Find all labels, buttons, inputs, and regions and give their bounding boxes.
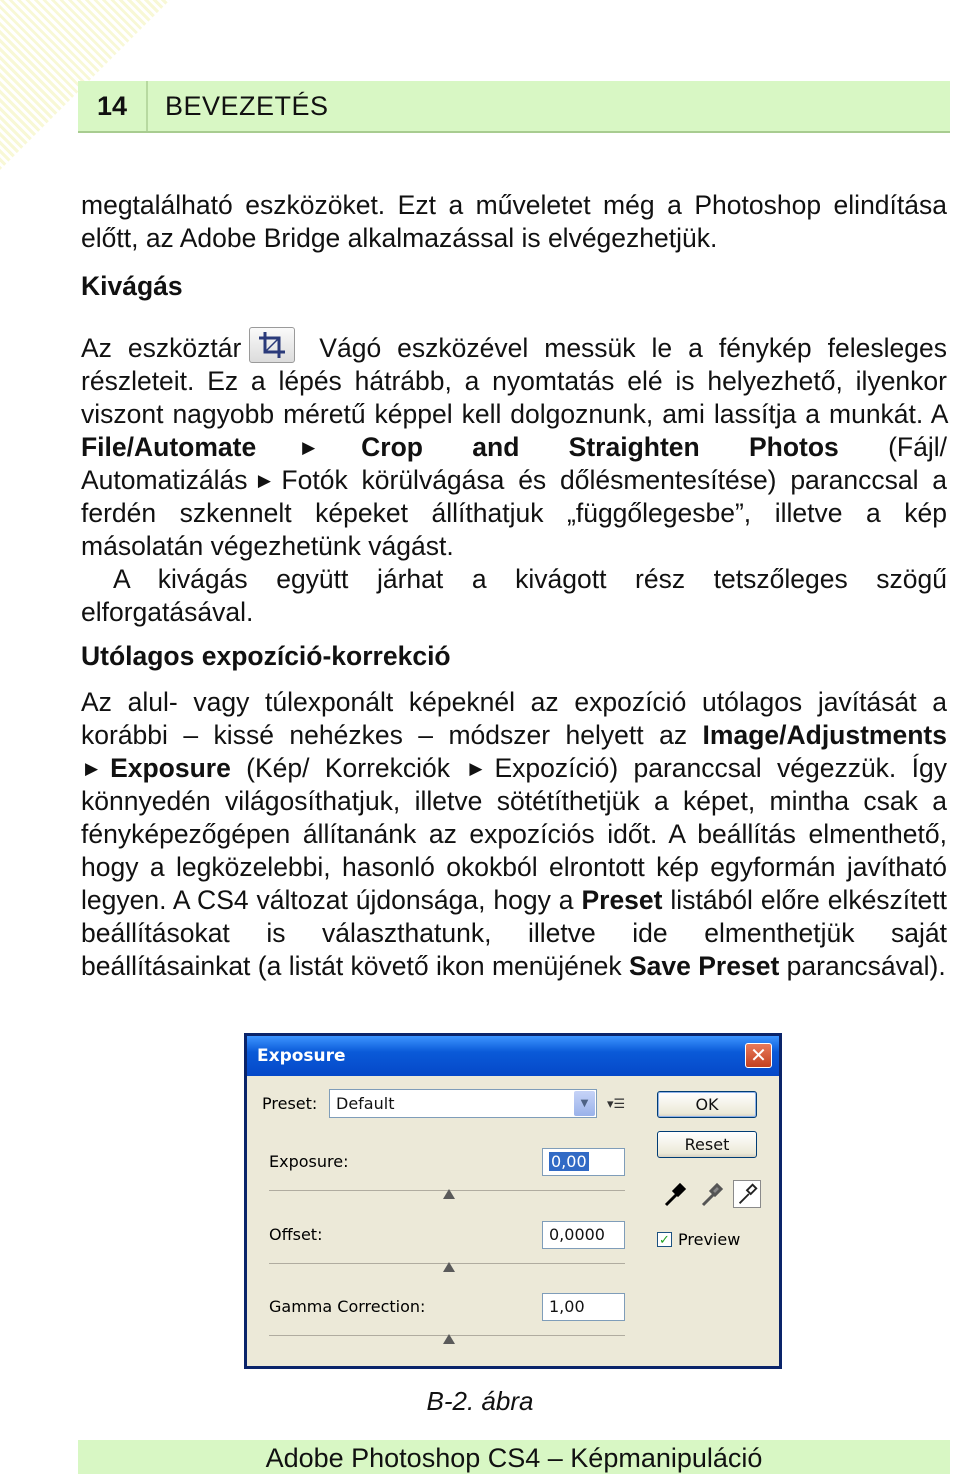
text-span: Fotók körülvágása és dőlésmentesítése) paranccsal a ferdén szkennelt képeket állíthatjuk „függőlegesbe”, illetve a kép másolatán végezhetünk vágást. xyxy=(81,465,948,561)
eyedropper-black-icon[interactable] xyxy=(660,1181,688,1209)
text-span: Vágó eszközével messük le a fénykép felesleges részleteit. Ez a lépés hátrább, a nyomtatás elé is helyezhető, ilyenkor viszont nagyobb méretű képpel kell dolgoznunk, ami lassítja a munkát. A xyxy=(81,333,947,429)
paragraph-kivagas xyxy=(81,327,947,629)
paragraph-intro xyxy=(81,189,947,255)
text-span: parancsával). xyxy=(786,951,946,981)
submenu-arrow-icon: ▶ xyxy=(469,759,491,778)
paragraph-exposure xyxy=(81,686,947,983)
paragraph-body xyxy=(81,327,947,563)
gamma-input[interactable]: 1,00 xyxy=(542,1293,625,1321)
text-span: Az eszköztár xyxy=(81,333,242,363)
page-number: 14 xyxy=(78,81,148,131)
menu-path: Image/Adjustments xyxy=(702,720,947,750)
figure-caption: B-2. ábra xyxy=(426,1386,534,1416)
text-span: (Fájl/ Automatizálás xyxy=(81,432,947,495)
offset-input[interactable]: 0,0000 xyxy=(542,1221,625,1249)
page-header xyxy=(78,81,950,133)
heading-kivagas: Kivágás xyxy=(81,271,183,301)
dialog-titlebar[interactable]: Exposure xyxy=(247,1036,779,1076)
submenu-arrow-icon: ▶ xyxy=(260,438,358,457)
exposure-label: Exposure: xyxy=(269,1152,349,1171)
heading-exposure: Utólagos expozíció-korrekció xyxy=(81,641,451,671)
gamma-label: Gamma Correction: xyxy=(269,1297,426,1316)
menu-path: Crop and Straighten Photos xyxy=(361,432,839,462)
ui-term: Save Preset xyxy=(629,951,780,981)
paragraph-text: A kivágás együtt járhat a kivágott rész tetszőleges szögű elforgatásával. xyxy=(81,564,947,627)
submenu-arrow-icon: ▶ xyxy=(251,471,278,490)
paragraph-body xyxy=(81,686,947,983)
slider-thumb-icon[interactable] xyxy=(443,1189,455,1199)
chapter-title: BEVEZETÉS xyxy=(165,91,329,121)
menu-path: Exposure xyxy=(110,753,231,783)
exposure-dialog xyxy=(244,1033,782,1369)
menu-icon[interactable]: ▾☰ xyxy=(607,1096,626,1111)
eyedropper-gray-icon[interactable] xyxy=(697,1181,725,1209)
preset-label: Preset: xyxy=(262,1094,318,1113)
preset-select[interactable] xyxy=(329,1089,597,1118)
exposure-value: 0,00 xyxy=(551,1152,587,1171)
paragraph-text: megtalálható eszközöket. Ezt a műveletet még a Photoshop elindítása előtt, az Adobe Bridge alkalmazással is elvégezhetjük. xyxy=(81,190,947,253)
checkmark-icon[interactable]: ✓ xyxy=(657,1232,672,1247)
exposure-input[interactable] xyxy=(542,1148,625,1176)
ok-button[interactable]: OK xyxy=(657,1091,757,1118)
ui-term: Preset xyxy=(581,885,663,915)
slider-thumb-icon[interactable] xyxy=(443,1334,455,1344)
dropdown-arrow-icon[interactable]: ▼ xyxy=(574,1091,595,1116)
offset-label: Offset: xyxy=(269,1225,323,1244)
eyedropper-white-icon[interactable] xyxy=(733,1180,761,1208)
menu-path: File/Automate xyxy=(81,432,257,462)
reset-button[interactable]: Reset xyxy=(657,1131,757,1158)
text-span: Az alul- vagy túlexponált képeknél az expozíció utólagos javítását a korábbi – kissé nehézkes – módszer helyett az xyxy=(81,687,947,750)
submenu-arrow-icon: ▶ xyxy=(85,759,107,778)
slider-thumb-icon[interactable] xyxy=(443,1262,455,1272)
text-span: listából előre elkészített beállításokat is választhatunk, illetve ide elmenthetjük saját beállításainkat (a listát követő ikon menüjének xyxy=(81,885,947,981)
text-span: (Kép/ Korrekciók xyxy=(246,753,451,783)
close-icon[interactable]: ✕ xyxy=(745,1043,772,1068)
preset-value: Default xyxy=(336,1094,395,1113)
text-span: Expozíció) paranccsal végezzük. Így könnyedén világosíthatjuk, illetve sötétíthetjük a képet, mintha csak a fényképezőgépen állítanánk az expozíciós időt. A beállítás elmenthető, hogy a legközelebbi, hasonló okokból elrontott kép egyformán javítható legyen. A CS4 változat újdonsága, hogy a xyxy=(81,753,947,915)
preview-label[interactable]: Preview xyxy=(678,1230,741,1249)
page-footer: Adobe Photoshop CS4 – Képmanipuláció xyxy=(78,1440,950,1474)
crop-tool-icon xyxy=(249,327,295,363)
